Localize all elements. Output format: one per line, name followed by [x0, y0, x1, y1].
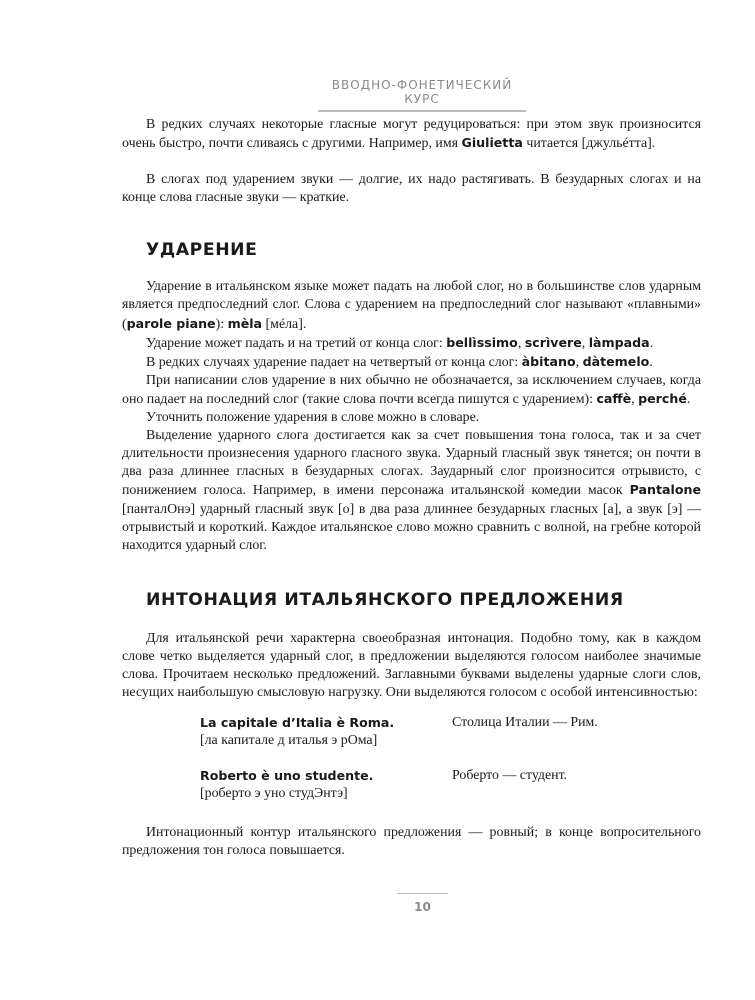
italian-word: mèla [227, 315, 263, 331]
stress-paragraph-6: Выделение ударного слога достигается как за счет повышения тона голоса, так и за счет длительности произнесения ударного гласного звука. Ударный гласный звук тянется; он почти в два раза длиннее гласных в безударных слогах. Заударный слог произносится отрывисто, с понижением голоса. Например, в имени персонажа итальянской комедии масок Pantalone [панталОнэ] ударный гласный звук [о] в два раза длиннее безударных гласных [а], а звук [э] — отрывистый и короткий. Каждое итальянское слово можно сравнить с волной, на гребне которой находится ударный слог. [122, 428, 701, 553]
example-translation: Столица Италии — Рим. [452, 715, 598, 731]
intonation-paragraph-1: Для итальянской речи характерна своеобразная интонация. Подобно тому, как в каждом слове четко выделяется ударный слог, в предложении выделяются голосом наиболее значимые слова. Прочитаем несколько предложений. Заглавными буквами выделены ударные слоги слов, несущих наибольшую смысловую нагрузку. Они выделяются голосом с особой интенсивностью: [122, 630, 701, 701]
page-number: 10 [414, 900, 431, 914]
example-sentences [200, 714, 701, 803]
example-row [200, 767, 701, 803]
italian-word: làmpada [588, 334, 650, 350]
stress-paragraph-2: Ударение может падать и на третий от конца слог: bellìssimo, scrìvere, làmpada. [146, 334, 654, 351]
footer-divider [397, 893, 448, 894]
example-row [200, 714, 701, 750]
stress-paragraph-3: В редких случаях ударение падает на четвертый от конца слог: àbitano, dàtemelo. [146, 353, 653, 370]
italian-word: bellìssimo [446, 334, 518, 350]
stress-paragraph-1: Ударение в итальянском языке может падать на любой слог, но в большинстве слов ударным является предпоследний слог. Слова с ударением на предпоследний слог называют «плавными» (parole piane): mèla [мéла]. [122, 279, 701, 332]
italian-word: caffè [596, 390, 632, 406]
stress-paragraph-5: Уточнить положение ударения в слове можно в словаре. [146, 410, 480, 426]
intro-paragraph-1: В редких случаях некоторые гласные могут редуцироваться: при этом звук произносится очень быстро, почти сливаясь с другими. Например, имя Giulietta читается [джульéтта]. [122, 117, 701, 152]
page-content [122, 116, 701, 860]
italian-word: àbitano [521, 353, 576, 369]
italian-word: Pantalone [629, 482, 701, 498]
italian-word: dàtemelo [582, 353, 650, 369]
intonation-paragraph-2: Интонационный контур итальянского предложения — ровный; в конце вопросительного предложения тон голоса повышается. [122, 825, 701, 859]
italian-word: scrìvere [524, 334, 582, 350]
example-translation: Роберто — студент. [452, 768, 568, 784]
stress-paragraph-4: При написании слов ударение в них обычно не обозначается, за исключением случаев, когда оно падает на последний слог (такие слова почти всегда пишутся с ударением): caffè, perché. [122, 372, 701, 407]
section-heading-stress: УДАРЕНИЕ [146, 240, 258, 261]
italian-word: Giulietta [461, 135, 523, 151]
example-transcription: [ла капитале д италья э рОма] [200, 733, 378, 749]
example-italian: La capitale d’Italia è Roma. [200, 715, 395, 731]
section-heading-intonation: ИНТОНАЦИЯ ИТАЛЬЯНСКОГО ПРЕДЛОЖЕНИЯ [146, 589, 624, 610]
intro-paragraph-2: В слогах под ударением звуки — долгие, их надо растягивать. В безударных слогах и на конце слова гласные звуки — краткие. [122, 172, 701, 206]
example-transcription: [роберто э уно студЭнтэ] [200, 786, 348, 802]
running-header: ВВОДНО-ФОНЕТИЧЕСКИЙ КУРС [318, 78, 526, 112]
italian-term: parole piane [126, 315, 216, 331]
example-italian: Roberto è uno studente. [200, 768, 374, 784]
italian-word: perché [638, 390, 687, 406]
